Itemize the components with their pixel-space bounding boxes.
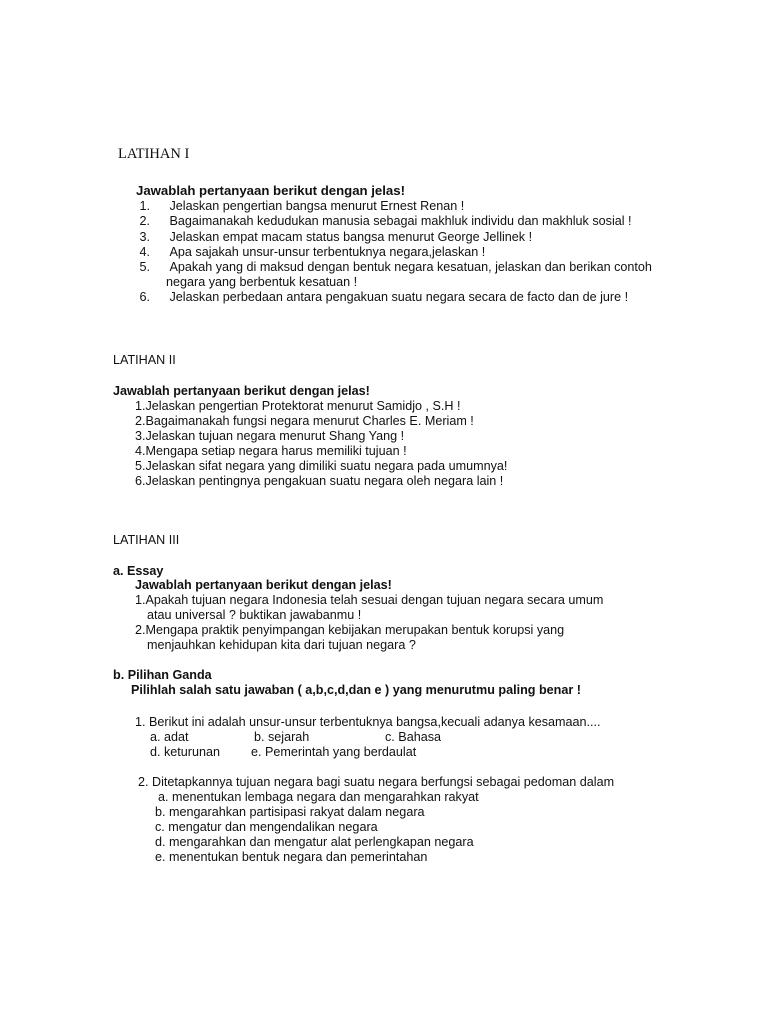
list-item: 5.Jelaskan sifat negara yang dimiliki suatu negara pada umumnya! — [135, 459, 508, 473]
mc-option-d: d. mengarahkan dan mengatur alat perlengkapan negara — [155, 835, 474, 849]
mc-option-b: b. sejarah — [254, 730, 310, 744]
mc-option-e: e. menentukan bentuk negara dan pemerintahan — [155, 850, 428, 864]
list-item-continuation: atau universal ? buktikan jawabanmu ! — [147, 608, 362, 622]
list-item: 6.Jelaskan pentingnya pengakuan suatu negara oleh negara lain ! — [135, 474, 504, 488]
mc-option-a: a. adat — [150, 730, 189, 744]
list-item: 2. Bagaimanakah kedudukan manusia sebagai makhluk individu dan makhluk sosial ! — [139, 214, 632, 228]
latihan-1-instruction: Jawablah pertanyaan berikut dengan jelas! — [136, 183, 405, 198]
list-item: 5. Apakah yang di maksud dengan bentuk negara kesatuan, jelaskan dan berikan contoh — [139, 260, 652, 274]
latihan-3-title: LATIHAN III — [113, 533, 180, 547]
pilihan-ganda-instruction: Pilihlah salah satu jawaban ( a,b,c,d,dan e ) yang menurutmu paling benar ! — [131, 683, 581, 697]
essay-instruction: Jawablah pertanyaan berikut dengan jelas! — [135, 578, 392, 592]
mc-option-b: b. mengarahkan partisipasi rakyat dalam negara — [155, 805, 425, 819]
list-item: 3. Jelaskan empat macam status bangsa menurut George Jellinek ! — [139, 230, 533, 244]
list-item: 6. Jelaskan perbedaan antara pengakuan suatu negara secara de facto dan de jure ! — [139, 290, 629, 304]
list-item: 1.Jelaskan pengertian Protektorat menurut Samidjo , S.H ! — [135, 399, 461, 413]
list-item: 1. Jelaskan pengertian bangsa menurut Ernest Renan ! — [139, 199, 465, 213]
mc-option-c: c. mengatur dan mengendalikan negara — [155, 820, 378, 834]
essay-heading: a. Essay — [113, 564, 164, 578]
mc-question-text: 2. Ditetapkannya tujuan negara bagi suatu negara berfungsi sebagai pedoman dalam — [138, 775, 615, 789]
mc-option-c: c. Bahasa — [385, 730, 442, 744]
list-item: 2.Mengapa praktik penyimpangan kebijakan merupakan bentuk korupsi yang — [135, 623, 565, 637]
mc-option-e: e. Pemerintah yang berdaulat — [251, 745, 417, 759]
latihan-1-title: LATIHAN I — [118, 146, 190, 162]
mc-question-text: 1. Berikut ini adalah unsur-unsur terbentuknya bangsa,kecuali adanya kesamaan.... — [135, 715, 601, 729]
list-item: 4. Apa sajakah unsur-unsur terbentuknya negara,jelaskan ! — [139, 245, 486, 259]
list-item: 4.Mengapa setiap negara harus memiliki tujuan ! — [135, 444, 407, 458]
mc-option-a: a. menentukan lembaga negara dan mengarahkan rakyat — [158, 790, 479, 804]
latihan-2-title: LATIHAN II — [113, 353, 176, 367]
list-item: 1.Apakah tujuan negara Indonesia telah sesuai dengan tujuan negara secara umum — [135, 593, 604, 607]
list-item-continuation: menjauhkan kehidupan kita dari tujuan negara ? — [147, 638, 416, 652]
list-item: 3.Jelaskan tujuan negara menurut Shang Yang ! — [135, 429, 405, 443]
list-item-continuation: negara yang berbentuk kesatuan ! — [166, 275, 358, 289]
pilihan-ganda-heading: b. Pilihan Ganda — [113, 668, 212, 682]
list-item: 2.Bagaimanakah fungsi negara menurut Charles E. Meriam ! — [135, 414, 474, 428]
latihan-2-instruction: Jawablah pertanyaan berikut dengan jelas! — [113, 384, 370, 398]
mc-option-d: d. keturunan — [150, 745, 221, 759]
